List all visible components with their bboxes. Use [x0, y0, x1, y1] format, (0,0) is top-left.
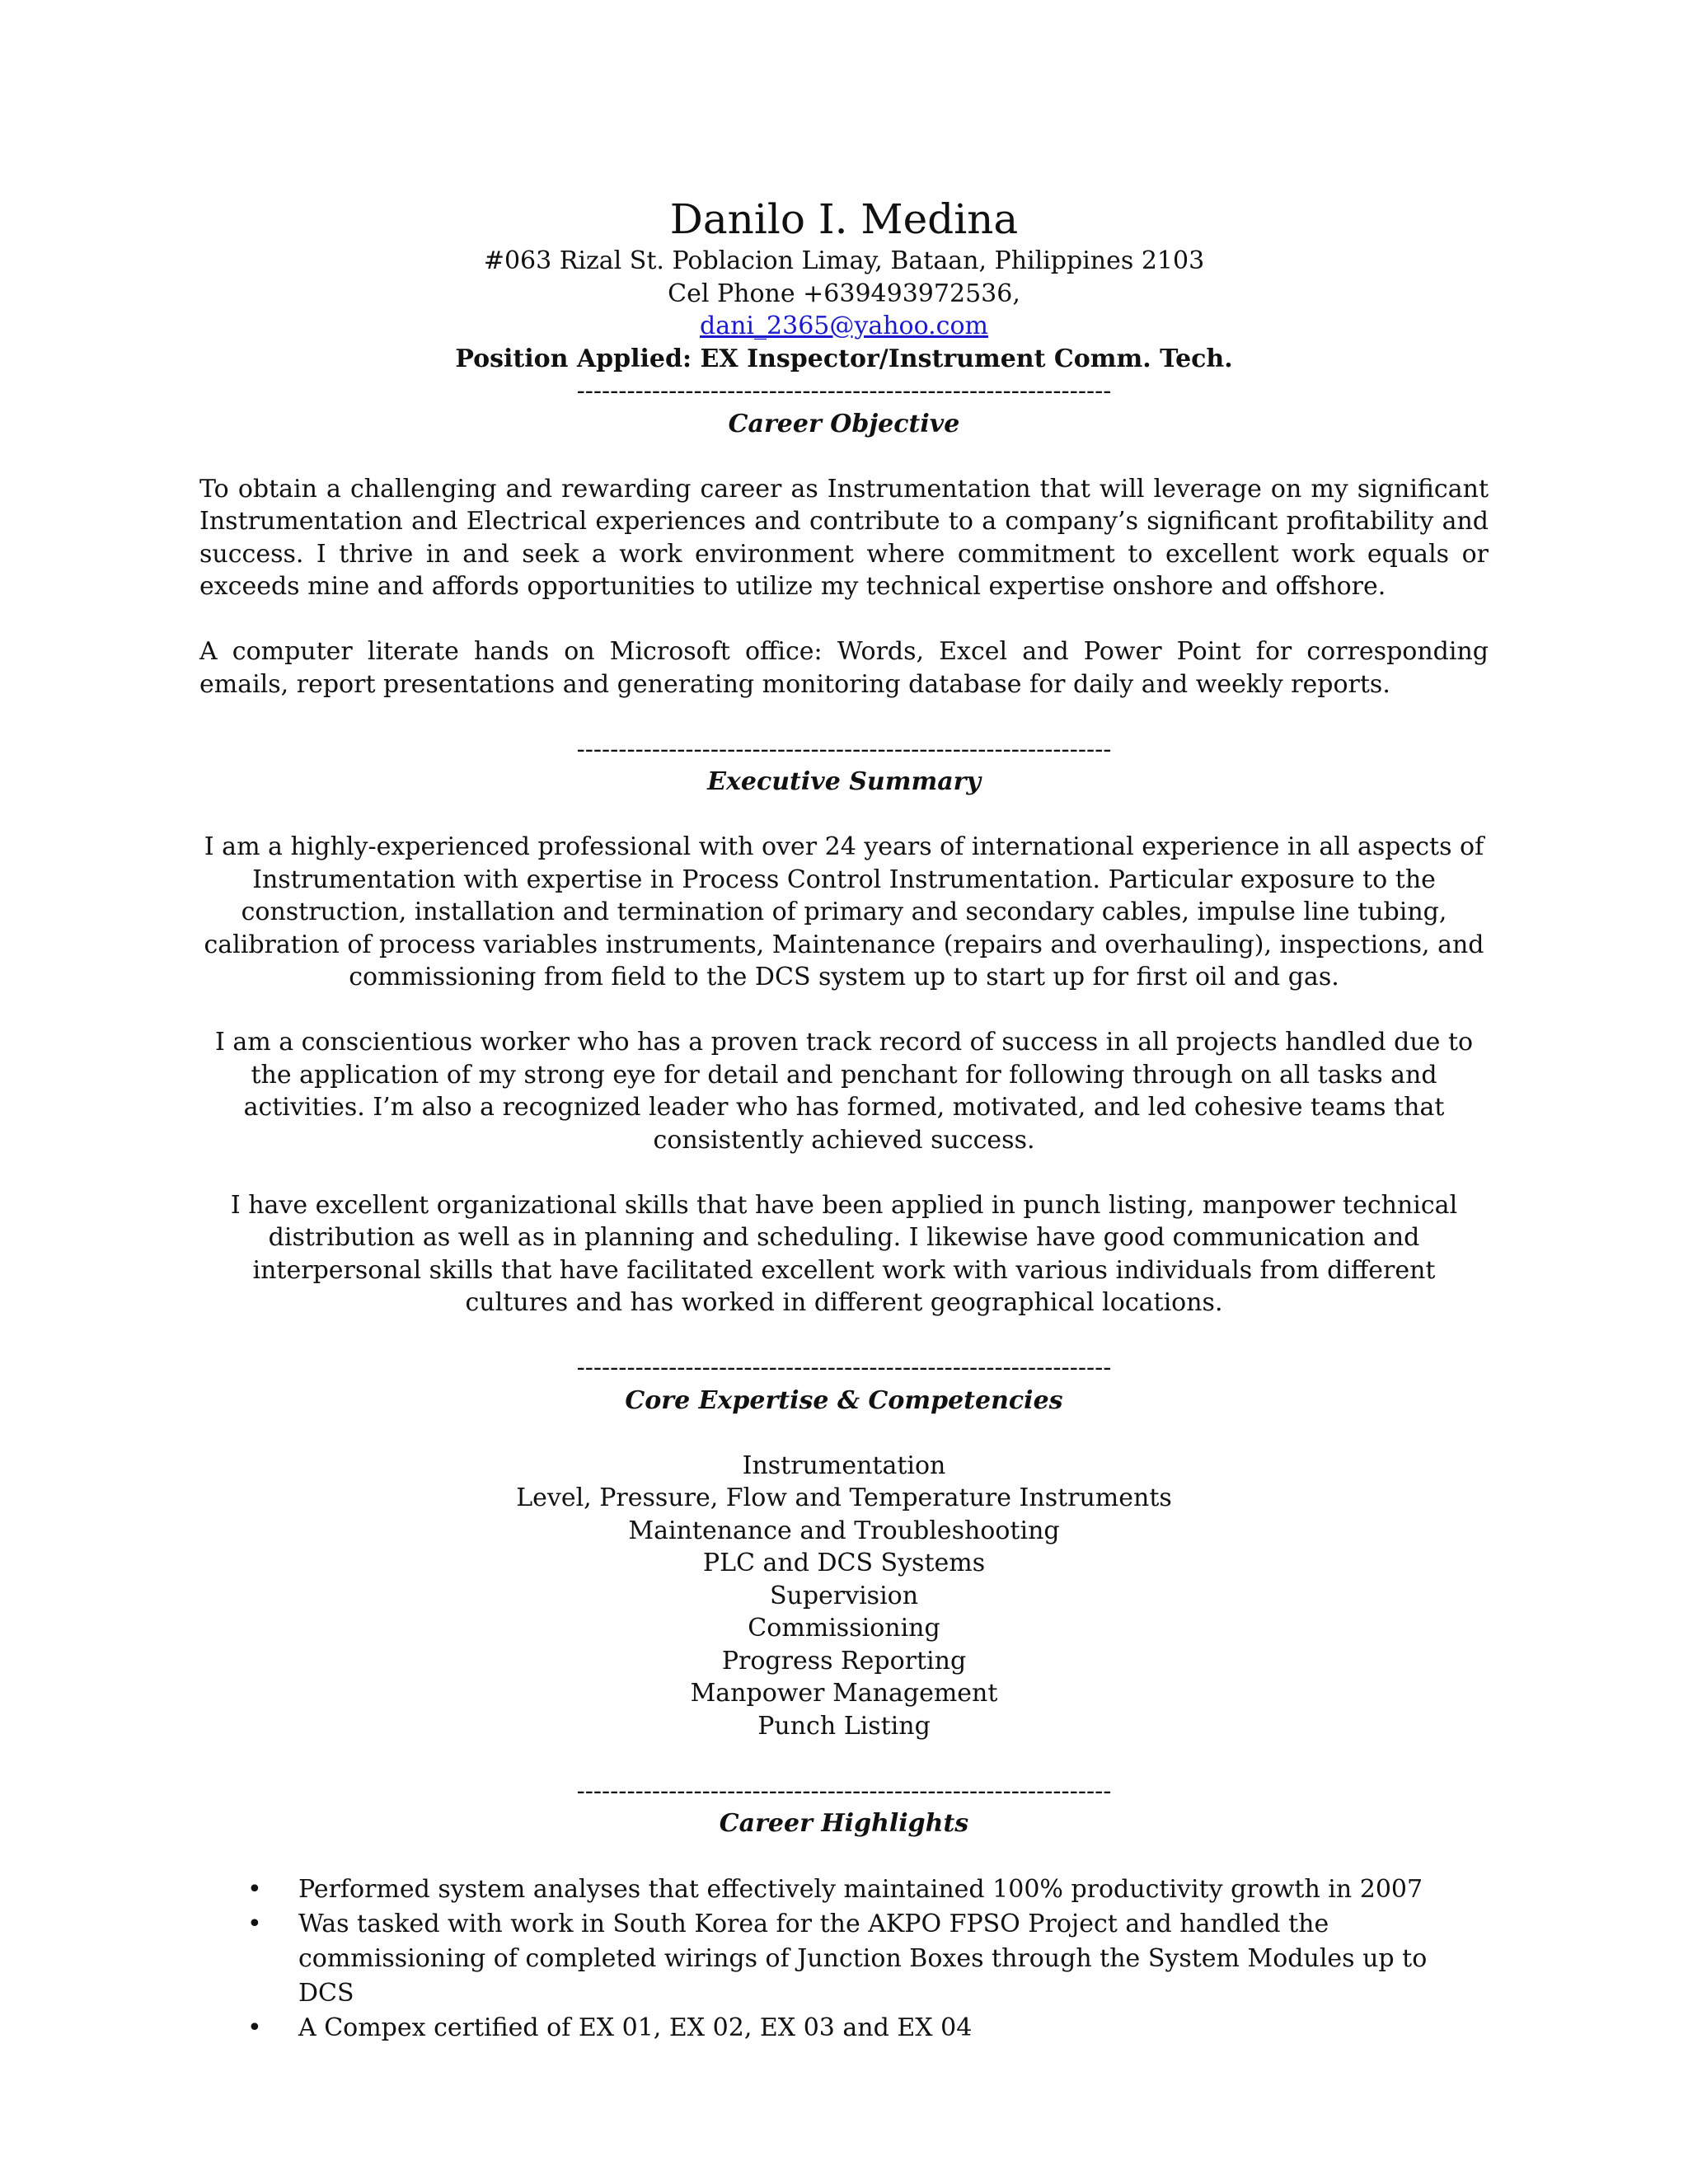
list-item: Maintenance and Troubleshooting	[628, 1516, 1060, 1545]
list-item: Commissioning	[748, 1614, 940, 1643]
list-item: Supervision	[769, 1581, 919, 1610]
phone: Cel Phone +639493972536,	[668, 279, 1020, 308]
email-link[interactable]: dani_2365@yahoo.com	[700, 312, 988, 340]
section-title-executive-summary: Executive Summary	[707, 767, 981, 796]
executive-summary-paragraph: I am a highly-experienced professional with over 24 years of international experience in all aspects of Instrumentation with expertise in Process Control Instrumentation. Particular exposure to the construction, installation and termination of primary and secondary cables, impulse line tubing, calibration of process variables instruments, Maintenance (repairs and overhauling), inspections, and commissioning from field to the DCS system up to start up for first oil and gas.	[204, 832, 1484, 991]
section-title-career-highlights: Career Highlights	[719, 1809, 969, 1838]
list-item	[199, 1872, 1489, 1907]
career-objective-paragraph: To obtain a challenging and rewarding career as Instrumentation that will leverage on my significant Instrumentation and Electrical experiences and contribute to a company’s significant profitability and success. I thrive in and seek a work environment where commitment to excellent work equals or exceeds mine and affords opportunities to utilize my technical expertise onshore and offshore.	[199, 474, 1489, 601]
divider: ----------------------------------------------------------------	[576, 1353, 1112, 1382]
list-item: Manpower Management	[690, 1679, 998, 1708]
address: #063 Rizal St. Poblacion Limay, Bataan, Philippines 2103	[483, 246, 1205, 275]
divider: ----------------------------------------------------------------	[576, 1776, 1112, 1806]
divider: ----------------------------------------------------------------	[576, 734, 1112, 764]
list-item: Instrumentation	[742, 1451, 946, 1480]
highlight-text: Performed system analyses that effectively maintained 100% productivity growth in 2007	[298, 1875, 1423, 1904]
list-item: Level, Pressure, Flow and Temperature Instruments	[516, 1483, 1172, 1512]
section-title-career-objective: Career Objective	[728, 409, 960, 438]
executive-summary-paragraph: I have excellent organizational skills that have been applied in punch listing, manpower technical distribution as well as in planning and scheduling. I likewise have good communication and interpersonal skills that have facilitated excellent work with various individuals from different cultures and has worked in different geographical locations.	[230, 1190, 1458, 1317]
list-item: Progress Reporting	[721, 1646, 967, 1675]
section-title-core-expertise: Core Expertise & Competencies	[625, 1385, 1063, 1415]
career-highlights-list	[199, 1872, 1489, 2046]
executive-summary-paragraph: I am a conscientious worker who has a proven track record of success in all projects handled due to the application of my strong eye for detail and penchant for following through on all tasks and activities. I’m also a recognized leader who has formed, motivated, and led cohesive teams that consistently achieved success.	[214, 1028, 1474, 1155]
career-objective-paragraph: A computer literate hands on Microsoft office: Words, Excel and Power Point for corresponding emails, report presentations and generating monitoring database for daily and weekly reports.	[199, 637, 1489, 699]
list-item: PLC and DCS Systems	[702, 1549, 986, 1577]
bullet-icon: •	[247, 2013, 262, 2042]
list-item: Punch Listing	[757, 1711, 931, 1741]
bullet-icon: •	[247, 1910, 262, 1938]
list-item	[199, 1907, 1489, 2011]
divider: ----------------------------------------------------------------	[576, 377, 1112, 405]
highlight-text: Was tasked with work in South Korea for the AKPO FPSO Project and handled the commissioning of completed wirings of Junction Boxes through the System Modules up to DCS	[298, 1910, 1428, 2008]
core-expertise-list	[199, 1450, 1489, 1743]
position-applied: Position Applied: EX Inspector/Instrument Comm. Tech.	[455, 344, 1233, 373]
bullet-icon: •	[247, 1875, 262, 1904]
resume-page	[199, 194, 1489, 2046]
list-item	[199, 2011, 1489, 2046]
highlight-text: A Compex certified of EX 01, EX 02, EX 03 and EX 04	[298, 2013, 973, 2042]
email-line	[199, 310, 1489, 343]
applicant-name: Danilo I. Medina	[669, 195, 1019, 243]
